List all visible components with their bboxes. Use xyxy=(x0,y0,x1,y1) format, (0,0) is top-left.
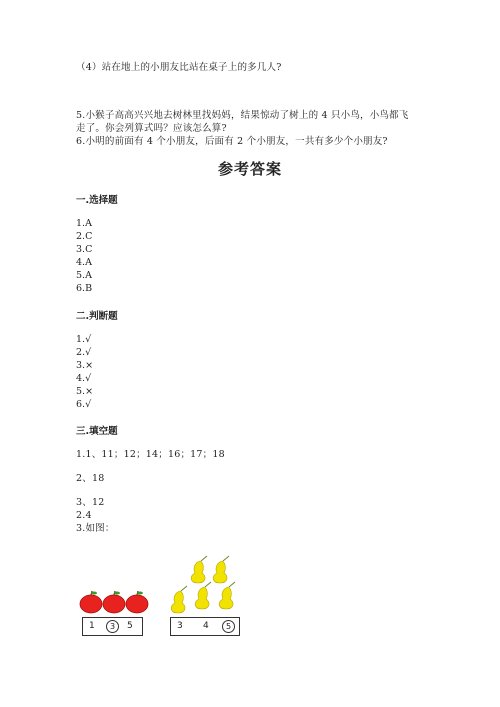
list-item: 6.√ xyxy=(76,399,92,410)
list-item: 2.√ xyxy=(76,347,92,358)
list-item: 5.A xyxy=(76,270,92,281)
pear-icon xyxy=(219,582,235,609)
pear-icon xyxy=(171,586,187,613)
fill-answer-2: 2、18 xyxy=(76,473,105,484)
apple-number-box xyxy=(82,617,143,636)
box-number: 1 xyxy=(89,621,95,631)
list-item: 1.A xyxy=(76,218,92,229)
box-number: 4 xyxy=(203,621,209,631)
judge-answer-list xyxy=(76,333,93,411)
pear-icon xyxy=(213,556,229,583)
circled-number: 3 xyxy=(106,620,119,633)
list-item: 5.× xyxy=(76,386,94,397)
apple-icon xyxy=(126,591,148,613)
box-number: 3 xyxy=(177,621,183,631)
pear-icon xyxy=(195,582,211,609)
answer-figure xyxy=(76,553,256,643)
section-title-choice: 一.选择题 xyxy=(76,195,118,206)
list-item: 4.A xyxy=(76,257,92,268)
fruit-illustration xyxy=(76,553,256,623)
choice-answer-list xyxy=(76,217,92,295)
list-item: 3.C xyxy=(76,244,93,255)
fill-answer-5: 3.如图： xyxy=(76,523,115,534)
section-title-fill: 三.填空题 xyxy=(76,426,118,437)
list-item: 6.B xyxy=(76,283,93,294)
question-5-line-2: 走了。你会列算式吗？应该怎么算? xyxy=(76,123,227,134)
pear-icon xyxy=(191,556,207,583)
answer-title: 参考答案 xyxy=(217,160,282,178)
question-4: （4）站在地上的小朋友比站在桌子上的多几人? xyxy=(76,62,282,73)
list-item: 3.× xyxy=(76,360,94,371)
list-item: 2.C xyxy=(76,231,93,242)
apple-icon xyxy=(103,591,125,613)
fill-answer-3: 3、12 xyxy=(76,497,105,508)
pear-number-box xyxy=(170,617,240,636)
question-5-line-1: 5.小猴子高高兴兴地去树林里找妈妈，结果惊动了树上的 4 只小鸟，小鸟都飞 xyxy=(76,110,409,121)
circled-number: 5 xyxy=(222,620,235,633)
box-number: 5 xyxy=(127,621,133,631)
apple-icon xyxy=(80,591,102,613)
question-6: 6.小明的前面有 4 个小朋友，后面有 2 个小朋友，一共有多少个小朋友? xyxy=(76,136,388,147)
list-item: 4.√ xyxy=(76,373,92,384)
list-item: 1.√ xyxy=(76,334,92,345)
section-title-judge: 二.判断题 xyxy=(76,311,118,322)
fill-answer-1: 1.1、11；12；14；16；17；18 xyxy=(76,449,225,460)
fill-answer-4: 2.4 xyxy=(76,510,92,521)
